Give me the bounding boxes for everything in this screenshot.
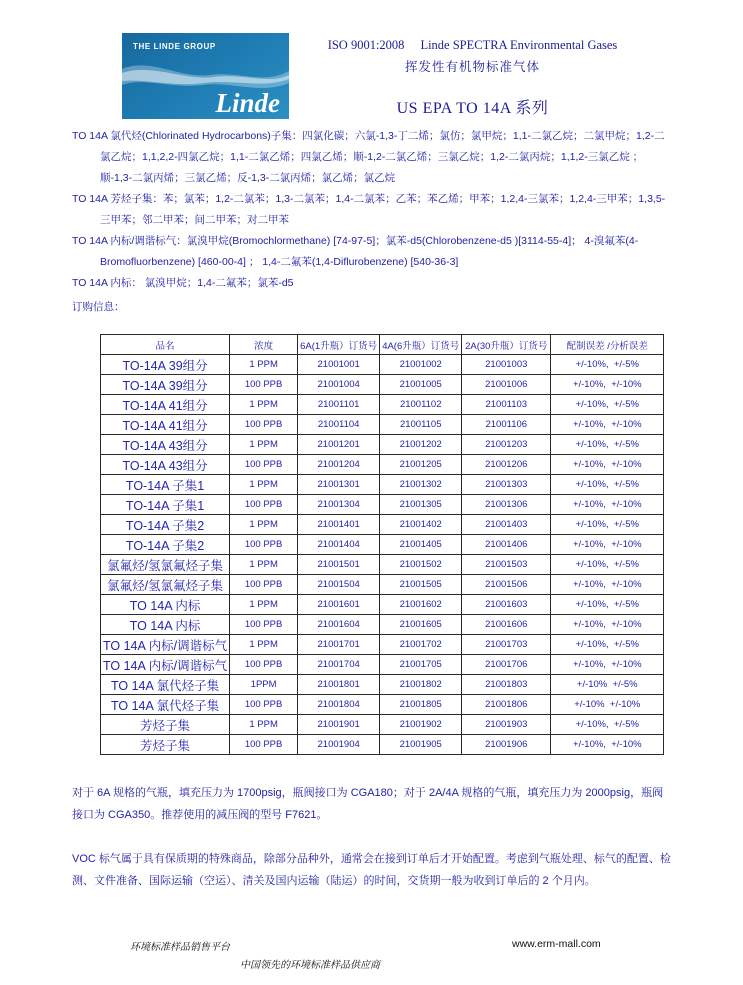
order-table-container xyxy=(100,334,664,755)
table-cell: 21001703 xyxy=(462,635,551,655)
table-cell: 21001802 xyxy=(380,675,462,695)
table-cell: 21001005 xyxy=(380,375,462,395)
table-cell: +/-10%, +/-10% xyxy=(551,655,664,675)
product-name-cell: 氯氟烃/氢氯氟烃子集 xyxy=(101,575,230,595)
table-row xyxy=(101,355,664,375)
ordering-info-label: 订购信息： xyxy=(72,301,125,313)
table-cell: 21001402 xyxy=(380,515,462,535)
table-row xyxy=(101,695,664,715)
table-cell: 21001204 xyxy=(298,455,380,475)
table-cell: 21001203 xyxy=(462,435,551,455)
table-cell: +/-10%, +/-5% xyxy=(551,395,664,415)
table-cell: 21001502 xyxy=(380,555,462,575)
product-name-cell: TO-14A 39组分 xyxy=(101,355,230,375)
table-row xyxy=(101,455,664,475)
product-name-cell: TO-14A 39组分 xyxy=(101,375,230,395)
table-cell: 21001605 xyxy=(380,615,462,635)
table-row xyxy=(101,475,664,495)
table-cell: 21001806 xyxy=(462,695,551,715)
product-name-cell: TO-14A 43组分 xyxy=(101,435,230,455)
footer-slogan: 中国领先的环境标准样品供应商 xyxy=(240,960,380,971)
table-cell: 21001905 xyxy=(380,735,462,755)
product-name-cell: 芳烃子集 xyxy=(101,735,230,755)
table-cell: 21001604 xyxy=(298,615,380,635)
table-cell: 21001906 xyxy=(462,735,551,755)
table-cell: 21001504 xyxy=(298,575,380,595)
table-cell: 21001706 xyxy=(462,655,551,675)
product-name-cell: TO 14A 氯代烃子集 xyxy=(101,695,230,715)
iso-certification: ISO 9001:2008 xyxy=(327,38,405,52)
notes-section xyxy=(72,782,674,914)
table-cell: 21001904 xyxy=(298,735,380,755)
table-row xyxy=(101,495,664,515)
table-cell: 100 PPB xyxy=(230,735,298,755)
table-cell: +/-10%, +/-10% xyxy=(551,375,664,395)
table-cell: 1 PPM xyxy=(230,355,298,375)
table-cell: 21001902 xyxy=(380,715,462,735)
table-cell: 21001104 xyxy=(298,415,380,435)
table-cell: 21001006 xyxy=(462,375,551,395)
table-cell: 21001105 xyxy=(380,415,462,435)
table-row xyxy=(101,575,664,595)
table-cell: +/-10%, +/-10% xyxy=(551,575,664,595)
product-name-cell: TO-14A 41组分 xyxy=(101,395,230,415)
table-cell: 21001704 xyxy=(298,655,380,675)
table-cell: 21001701 xyxy=(298,635,380,655)
compound-list xyxy=(72,126,672,294)
table-cell: +/-10%, +/-5% xyxy=(551,715,664,735)
table-cell: 1 PPM xyxy=(230,395,298,415)
table-row xyxy=(101,535,664,555)
table-cell: 21001404 xyxy=(298,535,380,555)
note-paragraph: VOC 标气属于具有保质期的特殊商品，除部分品种外，通常会在接到订单后才开始配置。考虑到气瓶处理、标气的配置、检测、文件准备、国际运输（空运）、清关及国内运输（陆运）的时间，交货期一般为收到订单后的 2 个月内。 xyxy=(72,853,671,887)
product-name-cell: TO 14A 内标/调谐标气 xyxy=(101,635,230,655)
table-row xyxy=(101,555,664,575)
table-row xyxy=(101,655,664,675)
table-cell: 21001201 xyxy=(298,435,380,455)
table-cell: 21001305 xyxy=(380,495,462,515)
table-cell: 21001705 xyxy=(380,655,462,675)
table-cell: 21001302 xyxy=(380,475,462,495)
compound-line: TO 14A 芳烃子集：苯；氯苯；1,2-二氯苯；1,3-二氯苯；1,4-二氯苯；乙苯；苯乙烯；甲苯；1,2,4-三氯苯；1,2,4-三甲苯；1,3,5-三甲苯；邻二甲苯；间二甲苯；对二甲苯 xyxy=(72,193,666,226)
table-cell: 21001804 xyxy=(298,695,380,715)
table-cell: 21001602 xyxy=(380,595,462,615)
table-cell: 100 PPB xyxy=(230,695,298,715)
header-text-block xyxy=(300,38,645,118)
table-cell: 1 PPM xyxy=(230,475,298,495)
table-cell: 21001603 xyxy=(462,595,551,615)
header-certification-line xyxy=(300,38,645,53)
table-cell: 21001601 xyxy=(298,595,380,615)
table-cell: 21001206 xyxy=(462,455,551,475)
table-cell: +/-10%, +/-10% xyxy=(551,415,664,435)
table-cell: 1 PPM xyxy=(230,555,298,575)
table-cell: 21001506 xyxy=(462,575,551,595)
product-name-cell: TO-14A 43组分 xyxy=(101,455,230,475)
table-cell: 100 PPB xyxy=(230,615,298,635)
page-title: US EPA TO 14A 系列 xyxy=(396,100,549,117)
product-name-cell: 芳烃子集 xyxy=(101,715,230,735)
table-cell: 21001301 xyxy=(298,475,380,495)
table-cell: 1 PPM xyxy=(230,515,298,535)
table-row xyxy=(101,595,664,615)
column-header: 品名 xyxy=(101,335,230,355)
table-cell: 21001406 xyxy=(462,535,551,555)
table-cell: 100 PPB xyxy=(230,495,298,515)
table-cell: 100 PPB xyxy=(230,455,298,475)
table-cell: 21001003 xyxy=(462,355,551,375)
table-cell: 21001102 xyxy=(380,395,462,415)
table-cell: +/-10%, +/-5% xyxy=(551,355,664,375)
table-cell: 21001801 xyxy=(298,675,380,695)
table-cell: 21001103 xyxy=(462,395,551,415)
table-row xyxy=(101,615,664,635)
order-table-body xyxy=(101,355,664,755)
table-cell: 100 PPB xyxy=(230,655,298,675)
footer-website-link[interactable]: www.erm-mall.com xyxy=(512,938,601,950)
order-table xyxy=(100,334,664,755)
product-name-cell: 氯氟烃/氢氯氟烃子集 xyxy=(101,555,230,575)
table-cell: 100 PPB xyxy=(230,535,298,555)
order-table-header-row xyxy=(101,335,664,355)
compound-line: TO 14A 内标： 氯溴甲烷；1,4-二氟苯；氯苯-d5 xyxy=(72,277,294,289)
table-cell: 21001101 xyxy=(298,395,380,415)
table-cell: 21001303 xyxy=(462,475,551,495)
table-cell: +/-10%, +/-10% xyxy=(551,535,664,555)
table-cell: 21001901 xyxy=(298,715,380,735)
table-cell: +/-10% +/-5% xyxy=(551,675,664,695)
table-cell: 21001903 xyxy=(462,715,551,735)
footer-platform-label: 环境标准样品销售平台 xyxy=(130,942,230,953)
column-header: 4A(6升瓶）订货号 xyxy=(380,335,462,355)
table-cell: +/-10%, +/-5% xyxy=(551,635,664,655)
table-cell: +/-10%, +/-5% xyxy=(551,555,664,575)
logo-brand-wordmark: Linde xyxy=(215,88,280,118)
table-cell: 100 PPB xyxy=(230,375,298,395)
table-cell: 1 PPM xyxy=(230,715,298,735)
header-subtitle-cn: 挥发性有机物标准气体 xyxy=(404,60,540,74)
table-cell: 21001401 xyxy=(298,515,380,535)
table-cell: 21001405 xyxy=(380,535,462,555)
table-cell: 1 PPM xyxy=(230,595,298,615)
column-header: 6A(1升瓶）订货号 xyxy=(298,335,380,355)
table-cell: 100 PPB xyxy=(230,415,298,435)
table-cell: 21001606 xyxy=(462,615,551,635)
table-row xyxy=(101,435,664,455)
table-cell: 21001002 xyxy=(380,355,462,375)
product-name-cell: TO-14A 子集1 xyxy=(101,475,230,495)
column-header: 配制误差 /分析误差 xyxy=(551,335,664,355)
table-cell: 100 PPB xyxy=(230,575,298,595)
table-cell: 21001106 xyxy=(462,415,551,435)
table-cell: +/-10%, +/-10% xyxy=(551,495,664,515)
product-name-cell: TO 14A 氯代烃子集 xyxy=(101,675,230,695)
column-header: 浓度 xyxy=(230,335,298,355)
linde-logo xyxy=(122,33,289,119)
product-name-cell: TO-14A 子集2 xyxy=(101,515,230,535)
table-row xyxy=(101,375,664,395)
product-name-cell: TO 14A 内标/调谐标气 xyxy=(101,655,230,675)
product-name-cell: TO 14A 内标 xyxy=(101,595,230,615)
table-cell: 21001505 xyxy=(380,575,462,595)
product-name-cell: TO-14A 子集2 xyxy=(101,535,230,555)
table-cell: 21001306 xyxy=(462,495,551,515)
table-cell: +/-10%, +/-10% xyxy=(551,455,664,475)
table-cell: 21001403 xyxy=(462,515,551,535)
table-row xyxy=(101,395,664,415)
table-cell: 1 PPM xyxy=(230,635,298,655)
table-cell: 21001803 xyxy=(462,675,551,695)
table-row xyxy=(101,675,664,695)
table-row xyxy=(101,715,664,735)
table-cell: 21001702 xyxy=(380,635,462,655)
table-row xyxy=(101,735,664,755)
table-row xyxy=(101,635,664,655)
column-header: 2A(30升瓶）订货号 xyxy=(462,335,551,355)
table-cell: 21001501 xyxy=(298,555,380,575)
table-row xyxy=(101,415,664,435)
table-cell: 1PPM xyxy=(230,675,298,695)
table-cell: +/-10%, +/-5% xyxy=(551,435,664,455)
table-cell: 21001205 xyxy=(380,455,462,475)
product-line-name: Linde SPECTRA Environmental Gases xyxy=(420,38,618,52)
table-cell: +/-10%, +/-10% xyxy=(551,615,664,635)
table-cell: 1 PPM xyxy=(230,435,298,455)
note-paragraph: 对于 6A 规格的气瓶，填充压力为 1700psig，瓶阀接口为 CGA180；对于 2A/4A 规格的气瓶，填充压力为 2000psig，瓶阀接口为 CGA350。推荐使用的减压阀的型号 F7621。 xyxy=(72,787,664,821)
table-cell: +/-10%, +/-10% xyxy=(551,735,664,755)
compound-line: TO 14A 内标/调谐标气：氯溴甲烷(Bromochlormethane) [74-97-5]；氯苯-d5(Chlorobenzene-d5 )[3114-55-4]； 4-溴氟苯(4-Bromofluorbenzene) [460-00-4] ； 1,4-二氟苯(1,4-Diflurobenzene) [540-36-3] xyxy=(72,235,639,268)
table-cell: 21001202 xyxy=(380,435,462,455)
table-cell: +/-10%, +/-5% xyxy=(551,515,664,535)
table-cell: 21001805 xyxy=(380,695,462,715)
product-name-cell: TO-14A 子集1 xyxy=(101,495,230,515)
table-cell: +/-10%, +/-5% xyxy=(551,595,664,615)
table-cell: +/-10% +/-10% xyxy=(551,695,664,715)
logo-group-label: THE LINDE GROUP xyxy=(133,42,216,51)
table-cell: 21001503 xyxy=(462,555,551,575)
table-row xyxy=(101,515,664,535)
table-cell: 21001004 xyxy=(298,375,380,395)
table-cell: 21001001 xyxy=(298,355,380,375)
compound-line: TO 14A 氯代烃(Chlorinated Hydrocarbons)子集：四氯化碳；六氯-1,3-丁二烯；氯仿；氯甲烷；1,1-二氯乙烷；二氯甲烷；1,2-二氯乙烷；1,1,2,2-四氯乙烷；1,1-二氯乙烯；四氯乙烯；顺-1,2-二氯乙烯；三氯乙烷；1,2-二氯丙烷；1,1,2-三氯乙烷 ；顺-1,3-二氯丙烯；三氯乙烯；反-1,3-二氯丙烯；氯乙烯；氯乙烷 xyxy=(72,130,665,184)
table-cell: +/-10%, +/-5% xyxy=(551,475,664,495)
product-name-cell: TO 14A 内标 xyxy=(101,615,230,635)
product-name-cell: TO-14A 41组分 xyxy=(101,415,230,435)
table-cell: 21001304 xyxy=(298,495,380,515)
